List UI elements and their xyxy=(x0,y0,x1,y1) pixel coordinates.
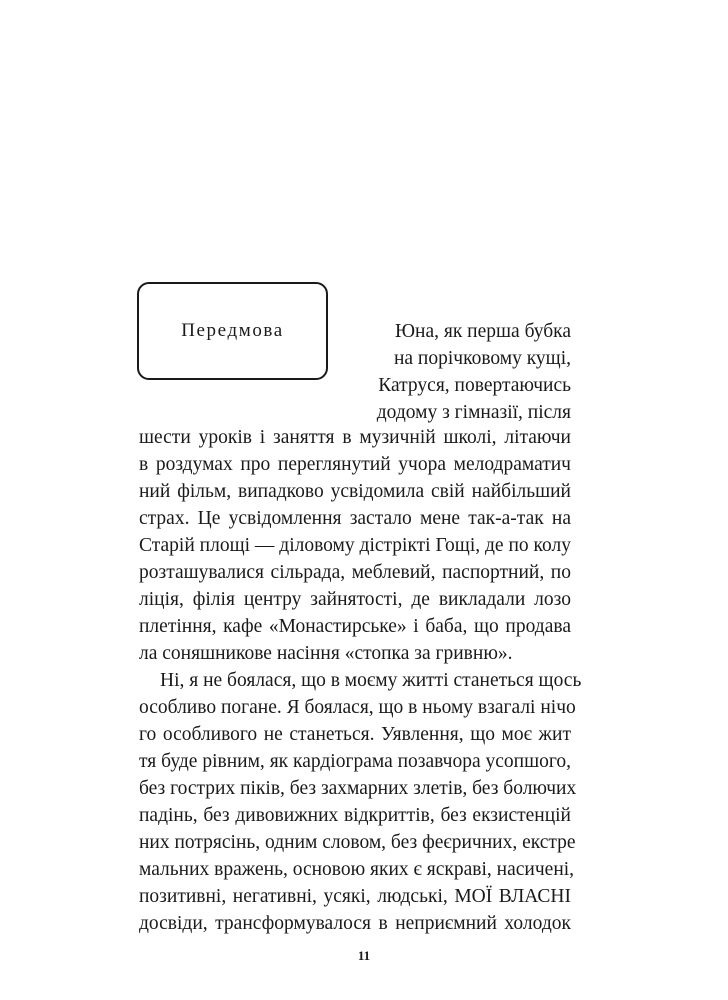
text-line: мальних вражень, основою яких є яскраві, насичені, xyxy=(139,859,575,880)
text-line: страх. Це усвідомлення застало мене так-а-так на xyxy=(139,508,571,529)
text-line: го особливого не станеться. Уявлення, що моє жит xyxy=(139,724,571,745)
text-line: плетіння, кафе «Монастирське» і баба, що продава xyxy=(139,616,571,637)
text-line: Ні, я не боялася, що в моєму житті станеться щось xyxy=(160,670,582,691)
text-line: них потрясінь, одним словом, без феєричних, екстре xyxy=(139,832,576,853)
text-line: досвіди, трансформувалося в неприємний холодок xyxy=(139,913,571,934)
text-line: особливо погане. Я боялася, що в ньому взагалі нічо xyxy=(139,697,576,718)
text-line: позитивні, негативні, усякі, людські, МОЇ ВЛАСНІ xyxy=(139,886,571,907)
text-line: в роздумах про переглянутий учора мелодраматич xyxy=(139,454,571,475)
text-line: Юна, як перша бубка xyxy=(394,321,571,342)
text-line: на порічковому кущі, xyxy=(393,348,571,369)
text-line: розташувалися сільрада, меблевий, паспортний, по xyxy=(139,562,571,583)
text-line: ний фільм, випадково усвідомила свій найбільший xyxy=(139,481,571,502)
page-number: 11 xyxy=(357,948,371,963)
text-line: ліція, філія центру зайнятості, де викладали лозо xyxy=(139,589,571,610)
chapter-title-frame xyxy=(137,282,328,380)
text-line: тя буде рівним, як кардіограма позавчора усопшого, xyxy=(139,751,571,772)
text-line: падінь, без дивовижних відкриттів, без екзистенцій xyxy=(139,805,571,826)
text-line: Старій площі — діловому дістрікті Гощі, де по колу xyxy=(139,535,571,556)
text-line: шести уроків і заняття в музичній школі, літаючи xyxy=(139,427,571,448)
text-line: Катруся, повертаючись xyxy=(378,375,571,396)
text-line: ла соняшникове насіння «стопка за гривню». xyxy=(139,643,513,664)
text-line: додому з гімназії, після xyxy=(376,402,571,423)
text-line: без гострих піків, без захмарних злетів, без болючих xyxy=(139,778,577,799)
chapter-title: Передмова xyxy=(181,320,284,341)
